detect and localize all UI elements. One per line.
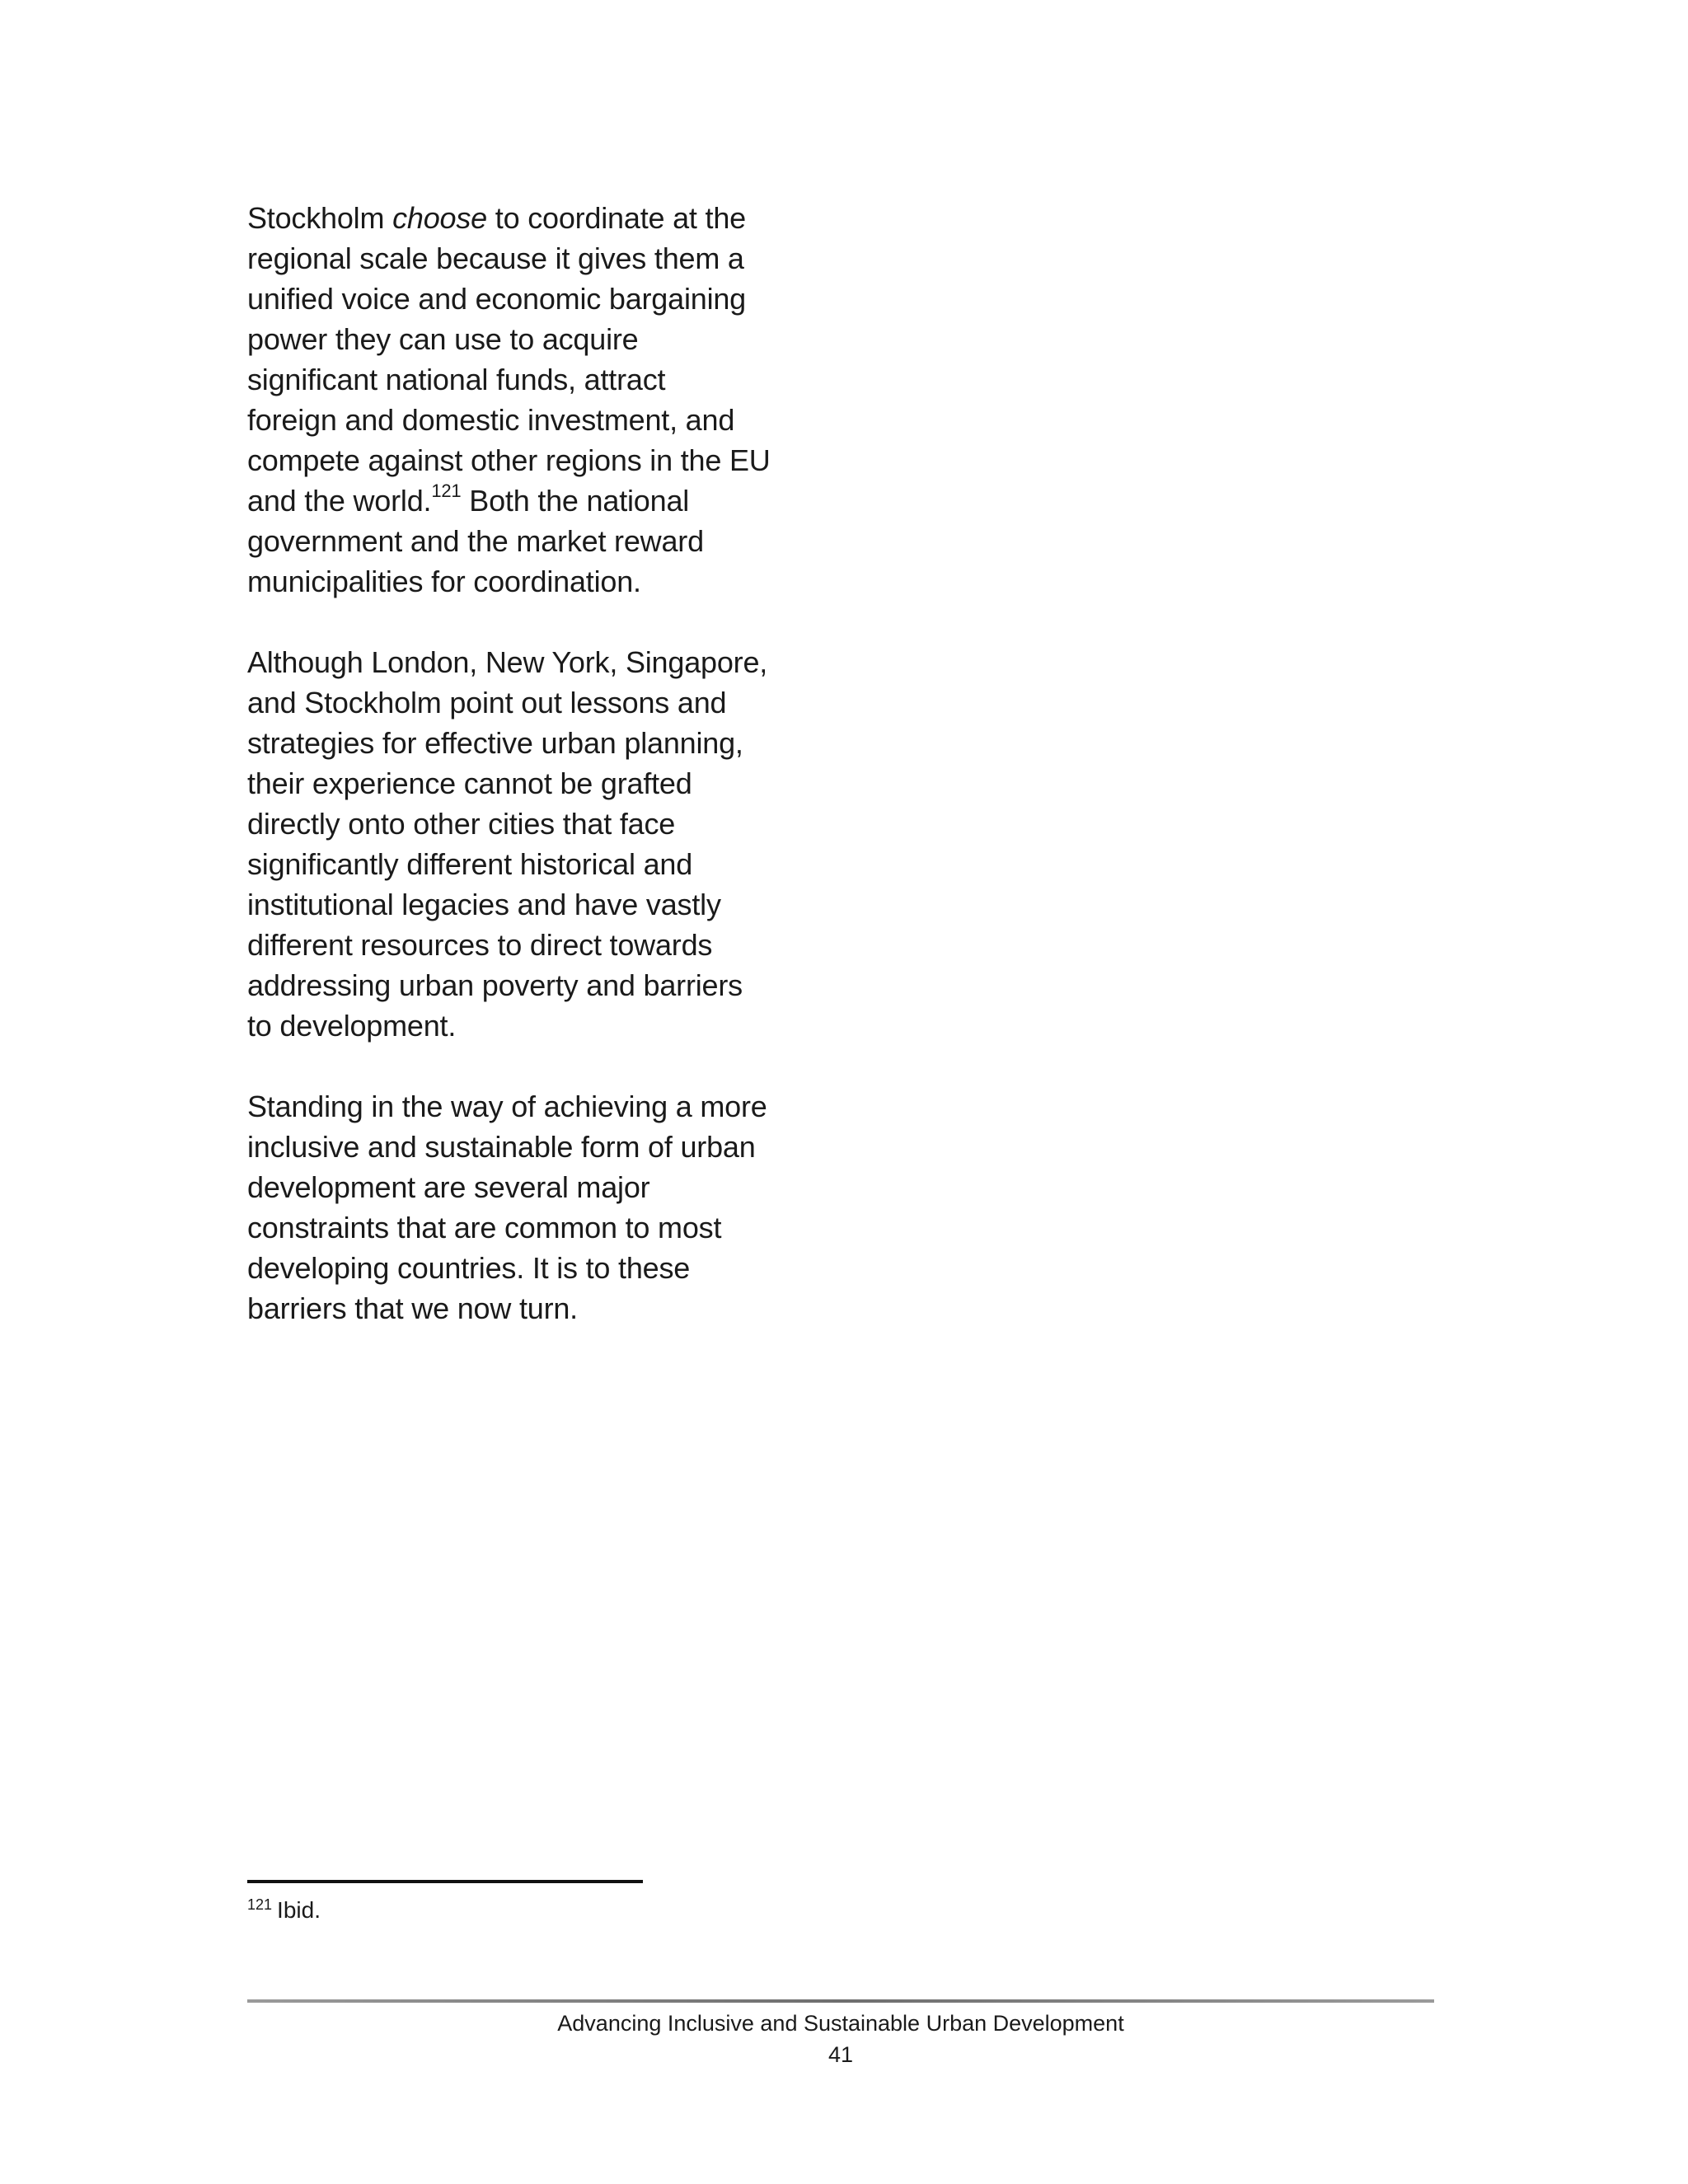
footnote-reference[interactable]: 121 <box>431 480 462 501</box>
paragraph-1-tail: Both the national government and the market reward municipalities for coordination. <box>247 484 704 598</box>
body-text <box>247 198 808 1369</box>
footnote-text: Ibid. <box>277 1897 321 1923</box>
page-number: 41 <box>828 2042 854 2067</box>
paragraph-1 <box>247 198 808 602</box>
footnote-number: 121 <box>247 1896 273 1913</box>
emphasized-word: choose <box>392 201 487 235</box>
footnote <box>247 1896 321 1925</box>
paragraph-1-body: to coordinate at the regional scale because it gives them a unified voice and economic bargaining power they can use to acquire significant national funds, attract foreign and domestic investment, and compete against other regions in the EU and the world. <box>247 201 771 518</box>
paragraph-1-lead: Stockholm <box>247 201 393 235</box>
paragraph-2: Although London, New York, Singapore, and Stockholm point out lessons and strategies for effective urban planning, their experience cannot be grafted directly onto other cities that face significantly different historical and institutional legacies and have vastly different resources to direct towards addressing urban poverty and barriers to development. <box>247 645 768 1043</box>
footer-title: Advancing Inclusive and Sustainable Urban Development <box>557 2011 1124 2036</box>
footer-divider <box>247 1999 1434 2003</box>
paragraph-3: Standing in the way of achieving a more inclusive and sustainable form of urban development are several major constraints that are common to most developing countries. It is to these barriers that we now turn. <box>247 1090 767 1325</box>
footnote-separator <box>247 1880 643 1883</box>
